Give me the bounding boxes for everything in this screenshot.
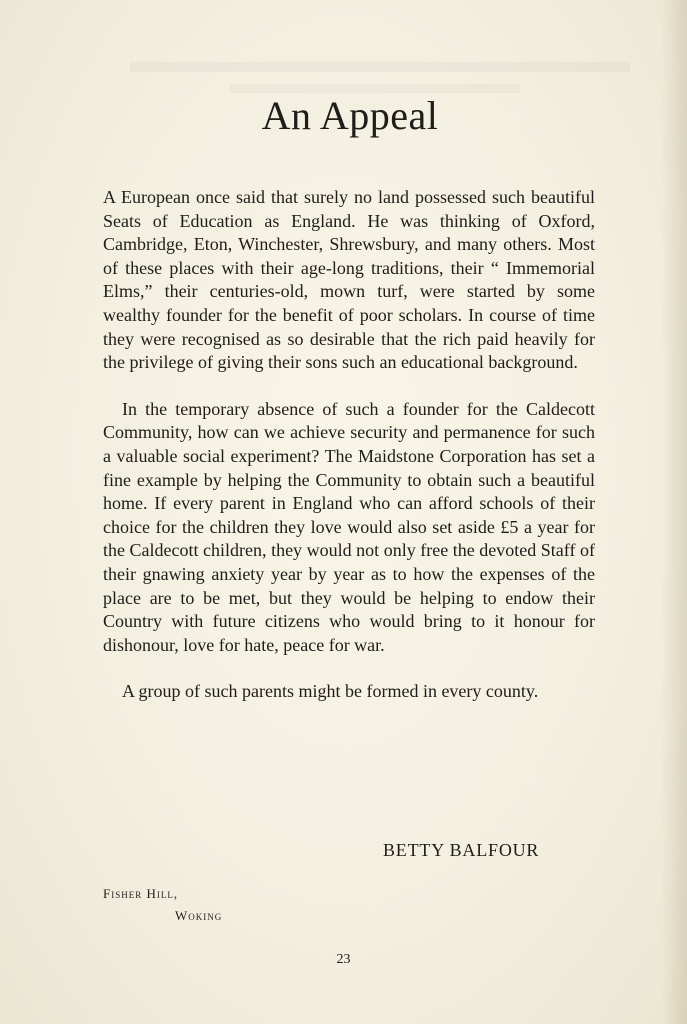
author-signature: BETTY BALFOUR [383,840,540,860]
page-number: 23 [336,952,351,967]
page-edge-shadow [661,0,687,1024]
paragraph-1: A European once said that surely no land possessed such beautiful Seats of Education as England. He was thinking of Oxford, Cambridge, Eton, Winchester, Shrewsbury, and many others. Most of these places with their age-long traditions, their “ Immemorial Elms,” their centuries-old, mown turf, were started by some wealthy founder for the benefit of poor scholars. In course of time they were recognised as so desirable that the rich paid heavily for the privilege of giving their sons such an educational background. [103,187,595,373]
address-block [103,883,222,927]
paragraph-2: In the temporary absence of such a founder for the Caldecott Community, how can we achieve security and permanence for such a valuable social experiment? The Maidstone Corporation has set a fine example by helping the Community to obtain such a beautiful home. If every parent in England who can afford schools of their choice for the children they love would also set aside £5 a year for the Caldecott children, they would not only free the devoted Staff of their gnawing anxiety year by year as to how the expenses of the place are to be met, but they would be helping to endow their Country with future citizens who would bring to it honour for dishonour, love for hate, peace for war. [103,398,595,655]
address-line-2: Woking [175,908,223,923]
paragraph-3: A group of such parents might be formed in every county. [122,681,539,702]
address-line-1: Fisher Hill, [103,886,179,901]
page-title: An Appeal [261,93,439,138]
article-body [103,186,595,727]
